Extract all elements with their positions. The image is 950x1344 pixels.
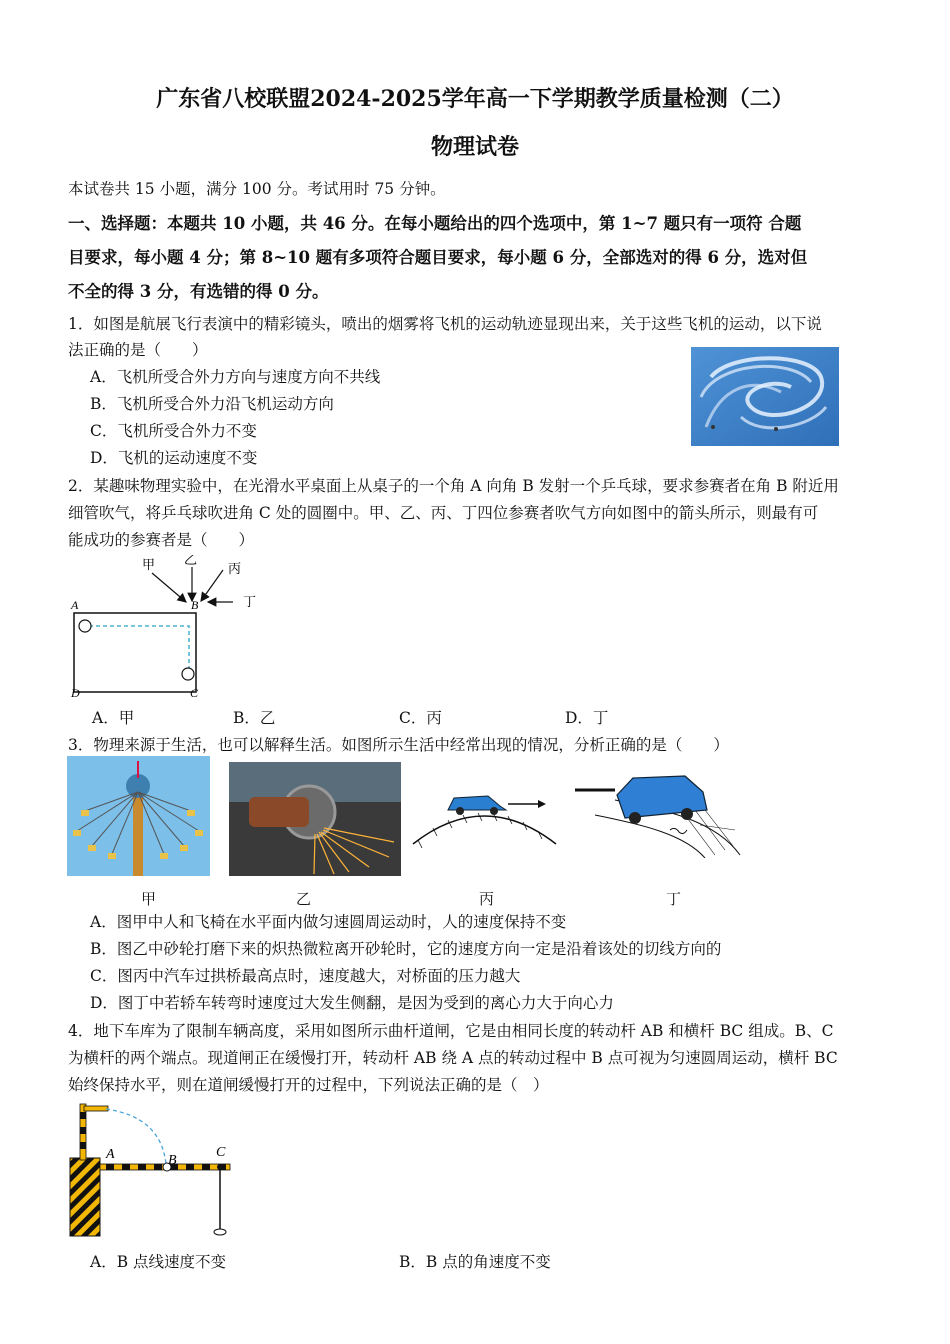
q3-option-d: D．图丁中若轿车转弯时速度过大发生侧翻，是因为受到的离心力大于向心力 bbox=[90, 994, 614, 1012]
q1-line-1: 1．如图是航展飞行表演中的精彩镜头，喷出的烟雾将飞机的运动轨迹显现出来，关于这些飞机的运动，以下说 bbox=[68, 315, 822, 333]
table-outline bbox=[74, 613, 196, 692]
q1-option-a: A．飞机所受合外力方向与速度方向不共线 bbox=[90, 368, 381, 386]
q3-image-arch-bridge-car bbox=[408, 778, 560, 848]
q2-line-1: 2．某趣味物理实验中，在光滑水平桌面上从桌子的一个角 A 向角 B 发射一个乒乓球，要求参赛者在角 B 附近用 bbox=[68, 477, 839, 495]
section1-line-3: 不全的得 3 分，有选错的得 0 分。 bbox=[68, 282, 329, 301]
q3-option-c: C．图丙中汽车过拱桥最高点时，速度越大，对桥面的压力越大 bbox=[90, 967, 521, 985]
q4-line-2: 为横杆的两个端点。现道闸正在缓慢打开，转动杆 AB 绕 A 点的转动过程中 B 点可视为匀速圆周运动，横杆 BC bbox=[68, 1049, 838, 1067]
q3-caption-ding: 丁 bbox=[666, 890, 682, 908]
q2-option-c: C．丙 bbox=[399, 709, 442, 727]
ball-path bbox=[89, 626, 189, 672]
q3-image-swing-ride bbox=[67, 756, 210, 876]
label-b: B bbox=[168, 1153, 177, 1168]
q3-image-rollover-car bbox=[575, 770, 743, 858]
q3-option-a: A．图甲中人和飞椅在水平面内做匀速圆周运动时，人的速度保持不变 bbox=[90, 913, 567, 931]
label-bing: 丙 bbox=[228, 561, 242, 576]
barrier-base bbox=[70, 1158, 100, 1236]
section1-line-1: 一、选择题：本题共 10 小题，共 46 分。在每小题给出的四个选项中，第 1~7 题只有一项符 合题 bbox=[68, 214, 802, 233]
label-c: C bbox=[216, 1145, 226, 1160]
q3-line-1: 3．物理来源于生活，也可以解释生活。如图所示生活中经常出现的情况，分析正确的是（ ） bbox=[68, 736, 729, 754]
q2-option-a: A．甲 bbox=[92, 709, 135, 727]
q3-option-b: B．图乙中砂轮打磨下来的炽热微粒离开砂轮时，它的速度方向一定是沿着该处的切线方向的 bbox=[90, 940, 722, 958]
corner-a: A bbox=[71, 598, 79, 612]
label-ding: 丁 bbox=[243, 594, 257, 609]
q1-option-d: D．飞机的运动速度不变 bbox=[90, 449, 258, 467]
q1-line-2: 法正确的是（ ） bbox=[68, 341, 208, 359]
rotation-arc bbox=[106, 1109, 166, 1164]
q3-caption-bing: 丙 bbox=[479, 890, 495, 908]
label-yi: 乙 bbox=[184, 555, 198, 567]
q2-line-3: 能成功的参赛者是（ ） bbox=[68, 531, 255, 549]
corner-d: D bbox=[71, 686, 80, 700]
q2-line-2: 细管吹气，将乒乓球吹进角 C 处的圆圈中。甲、乙、丙、丁四位参赛者吹气方向如图中的箭头所示，则最有可 bbox=[68, 504, 819, 522]
page-title: 广东省八校联盟2024-2025学年高一下学期教学质量检测（二） bbox=[156, 86, 794, 112]
target-circle bbox=[182, 668, 194, 680]
q2-option-b: B．乙 bbox=[233, 709, 276, 727]
q1-option-c: C．飞机所受合外力不变 bbox=[90, 422, 257, 440]
ping-pong-ball bbox=[79, 620, 91, 632]
q4-line-1: 4．地下车库为了限制车辆高度，采用如图所示曲杆道闸，它是由相同长度的转动杆 AB 和横杆 BC 组成。B、C bbox=[68, 1022, 834, 1040]
section1-line-2: 目要求，每小题 4 分；第 8~10 题有多项符合题目要求，每小题 6 分，全部选对的得 6 分，选对但 bbox=[68, 248, 808, 267]
label-jia: 甲 bbox=[142, 557, 156, 572]
corner-c: C bbox=[190, 686, 199, 700]
q3-image-grinder bbox=[229, 762, 401, 876]
corner-b: B bbox=[191, 598, 199, 612]
q3-caption-jia: 甲 bbox=[141, 890, 157, 908]
q4-option-b: B．B 点的角速度不变 bbox=[399, 1253, 551, 1271]
q2-table-figure bbox=[65, 555, 275, 703]
q1-option-b: B．飞机所受合外力沿飞机运动方向 bbox=[90, 395, 334, 413]
q1-airshow-photo bbox=[691, 347, 839, 446]
q4-line-3: 始终保持水平，则在道闸缓慢打开的过程中，下列说法正确的是（ ） bbox=[68, 1076, 549, 1094]
label-a: A bbox=[106, 1147, 115, 1162]
arrow-bing bbox=[201, 570, 223, 601]
q4-barrier-figure bbox=[66, 1102, 238, 1238]
page-subtitle: 物理试卷 bbox=[430, 134, 519, 160]
q3-caption-yi: 乙 bbox=[296, 890, 312, 908]
q2-option-d: D．丁 bbox=[565, 709, 609, 727]
q4-option-a: A．B 点线速度不变 bbox=[90, 1253, 227, 1271]
arrow-jia bbox=[152, 573, 186, 602]
intro-text: 本试卷共 15 小题，满分 100 分。考试用时 75 分钟。 bbox=[68, 180, 446, 198]
